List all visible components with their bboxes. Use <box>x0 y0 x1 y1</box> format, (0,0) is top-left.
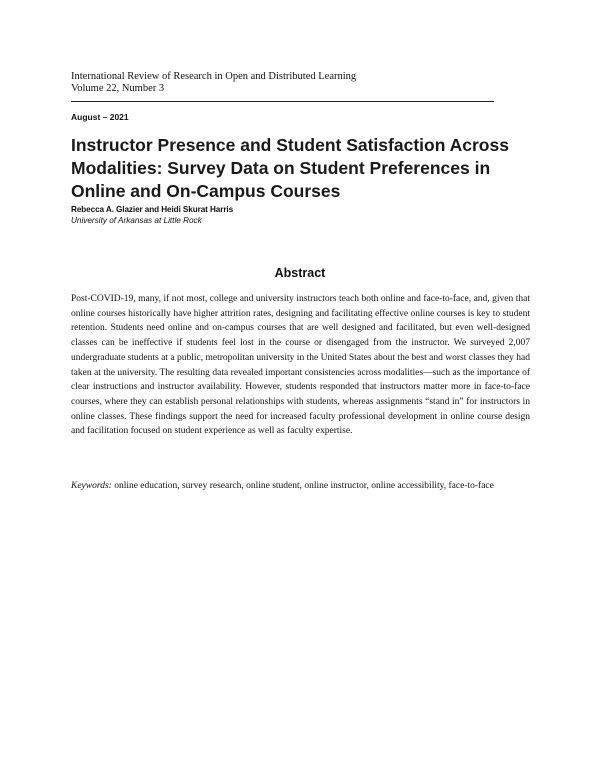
journal-volume: Volume 22, Number 3 <box>71 83 165 94</box>
abstract-body: Post-COVID-19, many, if not most, college and university instructors teach both online and face-to-face, and, given that online courses historically have higher attrition rates, designing and facilitating effective online courses is key to student retention. Students need online and on-campus courses that are well designed and facilitated, but even well-designed classes can be ineffective if students feel lost in the course or disengaged from the instructor. We surveyed 2,007 undergraduate students at a public, metropolitan university in the United States about the best and worst classes they had taken at the university. The resulting data revealed important consistencies across modalities—such as the importance of clear instructions and instructor availability. However, students responded that instructors matter more in face-to-face courses, where they can establish personal relationships with students, whereas assignments “stand in” for instructors in online classes. These findings support the need for increased faculty professional development in online course design and facilitation focused on student experience as well as faculty expertise. <box>71 294 530 437</box>
abstract-heading: Abstract <box>274 266 326 280</box>
author-affiliation: University of Arkansas at Little Rock <box>71 216 202 225</box>
keywords-paragraph <box>71 479 530 494</box>
keywords-text: online education, survey research, online student, online instructor, online accessibility, face-to-face <box>114 481 494 491</box>
article-title: Instructor Presence and Student Satisfaction Across Modalities: Survey Data on Student Preferences in Online and On-Campus Courses <box>71 135 509 201</box>
keywords-label: Keywords: <box>71 481 112 491</box>
journal-name: International Review of Research in Open and Distributed Learning <box>71 71 357 82</box>
publication-date: August – 2021 <box>71 112 129 122</box>
article-authors: Rebecca A. Glazier and Heidi Skurat Harris <box>71 205 234 214</box>
header-divider <box>71 101 494 102</box>
